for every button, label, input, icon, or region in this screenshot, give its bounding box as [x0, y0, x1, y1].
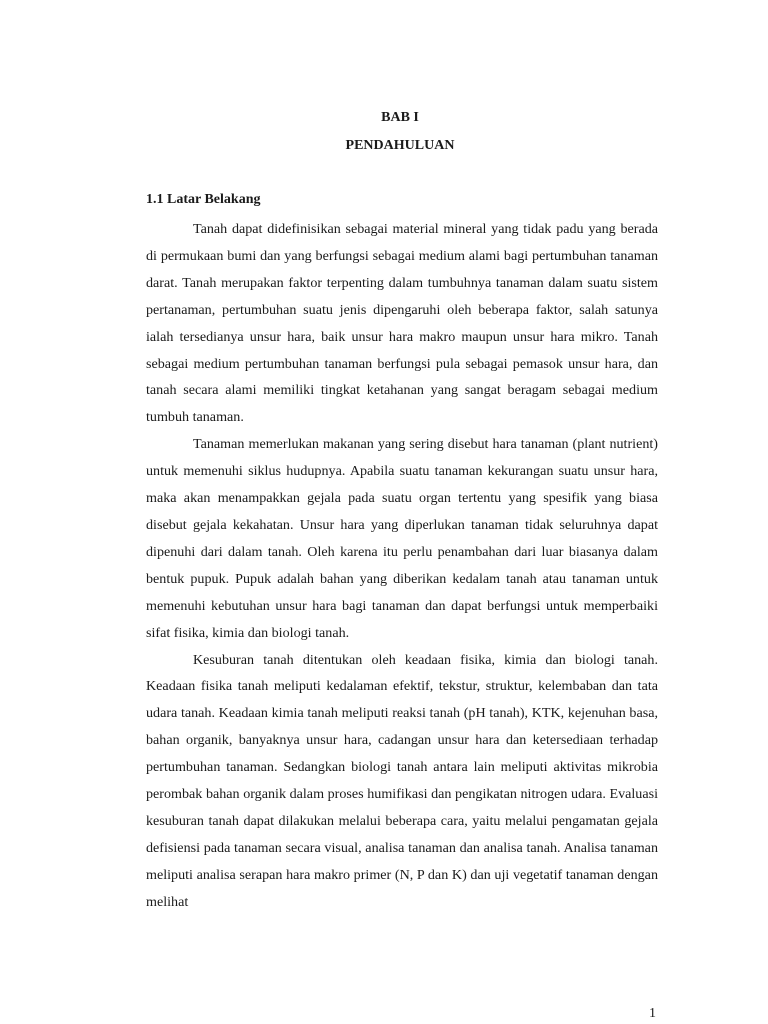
paragraph: Tanaman memerlukan makanan yang sering disebut hara tanaman (plant nutrient) untuk memenuhi siklus hudupnya. Apabila suatu tanaman kekurangan suatu unsur hara, maka akan menampakkan gejala pada suatu organ tertentu yang spesifik yang biasa disebut gejala kekahatan. Unsur hara yang diperlukan tanaman tidak seluruhnya dapat dipenuhi dari dalam tanah. Oleh karena itu perlu penambahan dari luar biasanya dalam bentuk pupuk. Pupuk adalah bahan yang diberikan kedalam tanah atau tanaman untuk memenuhi kebutuhan unsur hara bagi tanaman dan dapat berfungsi untuk memperbaiki sifat fisika, kimia dan biologi tanah.	[146, 436, 658, 641]
paragraph: Kesuburan tanah ditentukan oleh keadaan fisika, kimia dan biologi tanah. Keadaan fisika tanah meliputi kedalaman efektif, tekstur, struktur, kelembaban dan tata udara tanah. Keadaan kimia tanah meliputi reaksi tanah (pH tanah), KTK, kejenuhan basa, bahan organik, banyaknya unsur hara, cadangan unsur hara dan ketersediaan terhadap pertumbuhan tanaman. Sedangkan biologi tanah antara lain meliputi aktivitas mikrobia perombak bahan organik dalam proses humifikasi dan pengikatan nitrogen udara. Evaluasi kesuburan tanah dapat dilakukan melalui beberapa cara, yaitu melalui pengamatan gejala defisiensi pada tanaman secara visual, analisa tanaman dan analisa tanah. Analisa tanaman meliputi analisa serapan hara makro primer (N, P dan K) dan uji vegetatif tanaman dengan melihat	[146, 651, 658, 910]
body-text	[146, 216, 658, 916]
chapter-title: PENDAHULUAN	[345, 138, 455, 153]
page-number: 1	[649, 1006, 656, 1021]
chapter-number: BAB I	[381, 110, 419, 125]
section-heading: 1.1 Latar Belakang	[146, 192, 261, 207]
paragraph: Tanah dapat didefinisikan sebagai material mineral yang tidak padu yang berada di permukaan bumi dan yang berfungsi sebagai medium alami bagi pertumbuhan tanaman darat. Tanah merupakan faktor terpenting dalam tumbuhnya tanaman dalam suatu sistem pertanaman, pertumbuhan suatu jenis dipengaruhi oleh beberapa faktor, salah satunya ialah tersedianya unsur hara, baik unsur hara makro maupun unsur hara mikro. Tanah sebagai medium pertumbuhan tanaman berfungsi pula sebagai pemasok unsur hara, dan tanah secara alami memiliki tingkat ketahanan yang sangat beragam sebagai medium tumbuh tanaman.	[146, 221, 658, 426]
